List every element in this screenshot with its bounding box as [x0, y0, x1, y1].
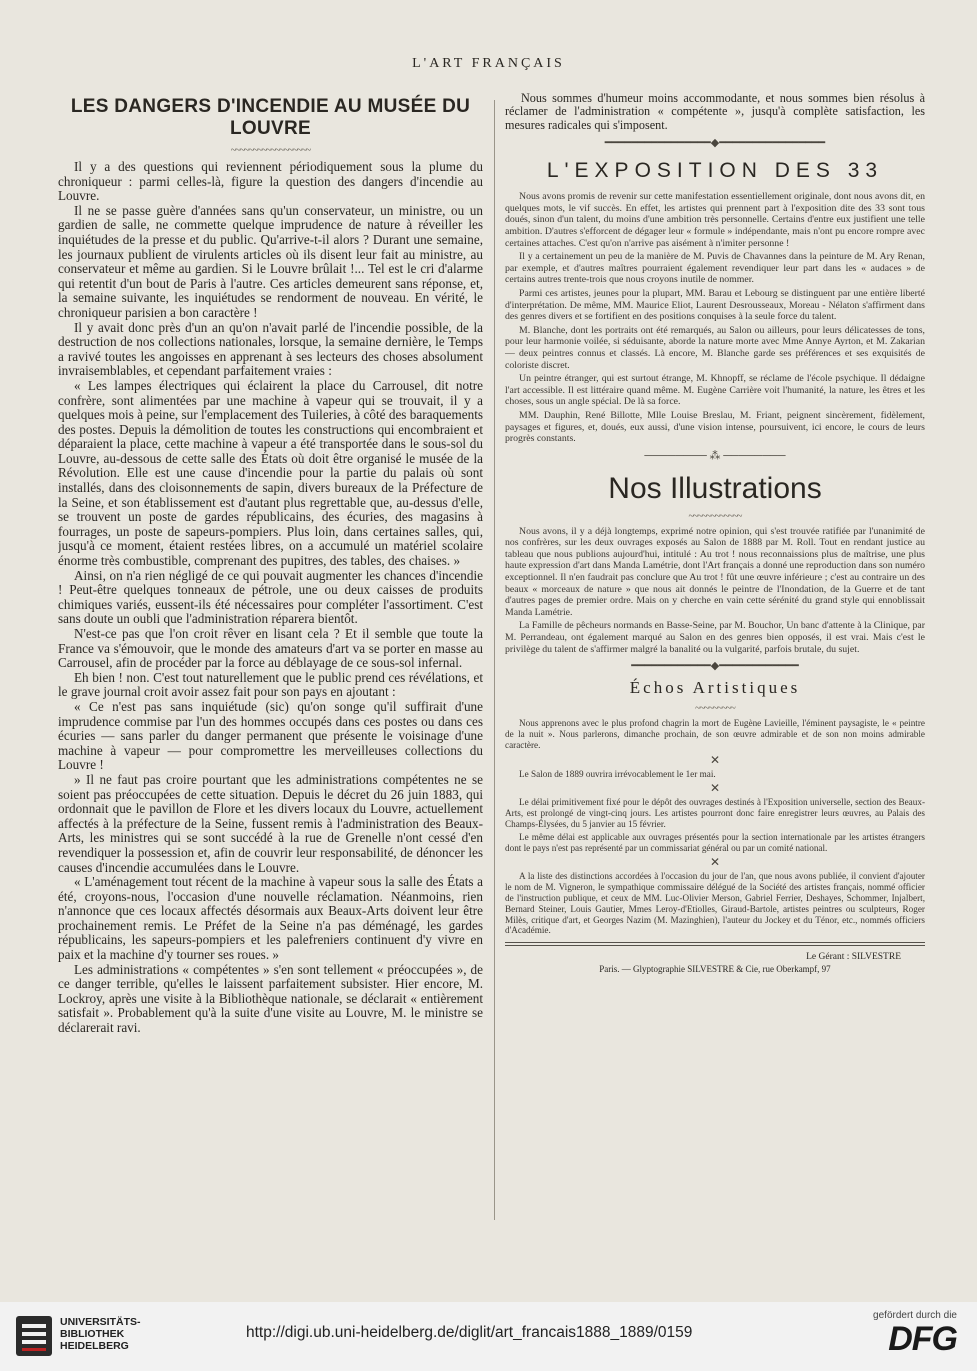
- library-line: HEIDELBERG: [60, 1340, 129, 1352]
- paragraph: « Ce n'est pas sans inquiétude (sic) qu'on songe qu'il suffirait d'une imprudence commise par l'un des hommes occupés dans ces postes ou dans ces écuries — sans parler du danger permanent que présente le voisinage d'une machine à vapeur — pour compromettre les merveilleuses collections du Louvre !: [58, 698, 483, 773]
- section-divider: ━━━━━━━━━━━━━━━━◆━━━━━━━━━━━━━━━━: [604, 137, 826, 150]
- right-column: [505, 92, 925, 1222]
- article-title: LES DANGERS D'INCENDIE AU MUSÉE DU LOUVRE: [70, 96, 471, 139]
- paragraph: M. Blanche, dont les portraits ont été remarqués, au Salon ou ailleurs, pour leurs délicatesses de tons, pour leur harmonie voilée, si séduisante, aborde la nature morte avec Mme Annye Ayrton, et M. Zakarian — deux peintres connus et classés. Là encore, M. Blanche garde ses préférences et ses exquisités de coloriste discret.: [505, 324, 925, 371]
- paragraph: « Les lampes électriques qui éclairent la place du Carrousel, dit notre confrère, sont alimentées par une machine à vapeur qui se trouvait, il y a quelques mois à peine, sur l'emplacement des Tuileries, à côté des baraquements des postes. Depuis la démolition de toutes les constructions qui encombraient et déparaient la place, cette machine à vapeur a été transportée dans le sous-sol du Louvre, au-dessous de cette salle des États où doit être organisé le musée de la Révolution. Elle est une cause d'incendie pour la partie du palais où sont installés, dans des cloisonnements de sapin, divers bureaux de la Préfecture de la Seine, et son établissement est d'autant plus regrettable que, au-dessus d'elle, se trouvent un poste de gardes républicains, des écuries, des magasins à fourrages, un poste de sapeurs-pompiers. Plus loin, dans certaines salles, qui, jusqu'à ce moment, étaient restées libres, on a accumulé un matériel scolaire énorme très combustible, comprenant des pupitres, des tables, des chaises. »: [58, 377, 483, 569]
- gerant-line: Le Gérant : SILVESTRE: [806, 952, 901, 963]
- paragraph: « L'aménagement tout récent de la machine à vapeur sous la salle des États a été, croyons-nous, l'occasion d'une nouvelle réclamation. Néanmoins, rien n'annonce que ces locaux affectés désormais aux Beaux-Arts doivent leur être prochainement remis. Le Préfet de la Seine n'a pas déménagé, les gardes républicains, les sapeurs-pompiers et les palefreniers continuent d'y vivre en paix et la machine d'y tourner ses roues. »: [58, 874, 483, 963]
- intro-paragraph: Nous sommes d'humeur moins accommodante, et nous sommes bien résolus à réclamer de l'administration « compétente », jusqu'à complète satisfaction, les mesures radicales qui s'imposent.: [505, 92, 925, 132]
- column-divider: [494, 100, 495, 1220]
- paragraph: La Famille de pêcheurs normands en Basse-Seine, par M. Bouchor, Un banc d'attente à la Clinique, par M. Perrandeau, ont également marqué au Salon en des genres bien opposés, il est vrai. Mais c'est le privilège du talent de s'affirmer malgré la banalité ou la vulgarité, parfois brutale, du sujet.: [505, 620, 925, 655]
- paragraph: Nous avons, il y a déjà longtemps, exprimé notre opinion, qui s'est trouvée ratifiée par l'unanimité de nos confrères, sur les deux ouvrages exposés au Salon de 1888 par M. Roll. Tout en rendant justice au tableau que nous publions aujourd'hui, intitulé : Au trot ! nous reconnaissions plus de maîtrise, une plus haute expression d'art dans Manda Lamétrie, dont l'Art français a donné une reproduction dans son numéro exceptionnel. Il n'en faudrait pas conclure que Au trot ! fût une œuvre inférieure ; c'est au contraire un des beaux « morceaux de nature » que nous ait donnés le peintre de l'Inondation, de la Guerre et de tant d'autres pages de premier ordre. Mais on y cherche en vain cette sérénité du grand style qui ennoblissait Manda Lamétrie.: [505, 525, 925, 618]
- permalink-url[interactable]: http://digi.ub.uni-heidelberg.de/diglit/art_francais1888_1889/0159: [246, 1324, 693, 1341]
- paragraph: Il y a des questions qui reviennent périodiquement sous la plume du chroniqueur : parmi celles-là, figure la question des dangers d'incendie au Louvre.: [58, 159, 483, 204]
- paragraph: Ainsi, on n'a rien négligé de ce qui pouvait augmenter les chances d'incendie ! Peut-être quelques tonneaux de pétrole, une ou deux caisses de produits chimiques variés, eussent-ils été nécessaires pour compléter l'assortiment. C'est sans doute un oubli que l'administration réparera bientôt.: [58, 567, 483, 627]
- echo-item: Nous apprenons avec le plus profond chagrin la mort de Eugène Lavieille, l'éminent paysagiste, le « peintre de la nuit ». Nous parlerons, dimanche prochain, de son œuvre admirable et de son non moins admirable caractère.: [505, 718, 925, 750]
- funder-block: [873, 1310, 957, 1357]
- masthead: L'ART FRANÇAIS: [412, 56, 565, 71]
- section-divider: ━━━━━━━━━━━━◆━━━━━━━━━━━━: [631, 660, 799, 673]
- paragraph: Il ne se passe guère d'années sans qu'un conservateur, un ministre, ou un gardien de salle, ne commette quelque imprudence de nature à réveiller les inquiétudes de la presse et du public. Qu'arrive-t-il alors ? Durant une semaine, les journaux publient de virulents articles où ils disent leur fait au ministre, au conservateur et même au gardien. Si le Louvre brûlait !... Tel est le cri d'alarme qui retentit d'un bout de Paris à l'autre. Ces articles demeurent sans réponse, et, la semaine suivante, les inquiétudes se rendorment de nouveau. En vérité, le chroniqueur parisien a bon caractère !: [58, 202, 483, 320]
- paragraph: MM. Dauphin, René Billotte, Mlle Louise Breslau, M. Friant, peignent sincèrement, fidèlement, paysages et figures, et, doués, eux aussi, d'une vision intense, poursuivent, ici encore, le cours de leurs progrès constants.: [505, 409, 925, 445]
- paragraph: Il y avait donc près d'un an qu'on n'avait parlé de l'incendie possible, de la destruction de nos collections nationales, lorsque, la semaine dernière, le Temps a ravivé toutes les angoisses en apprenant à ses lecteurs des choses absolument invraisemblables, et cependant parfaitement vraies :: [58, 319, 483, 379]
- cross-separator: ✕: [709, 855, 721, 870]
- footer-bar: [0, 1302, 977, 1371]
- library-line: BIBLIOTHEK: [60, 1328, 125, 1340]
- echos-title: Échos Artistiques: [629, 678, 801, 698]
- cross-separator: ✕: [709, 781, 721, 796]
- title-ornament: ~~~~~~~~~~~~: [688, 510, 742, 522]
- dfg-logo: DFG: [888, 1320, 957, 1358]
- cross-separator: ✕: [709, 752, 721, 767]
- library-name: [60, 1316, 141, 1352]
- paragraph: Les administrations « compétentes » s'en sont tellement « préoccupées », de ce danger terrible, qu'elles le laissent parfaitement subsister. Hier encore, M. Lockroy, après une visite à la Bibliothèque nationale, se déclarait « entièrement satisfait ». Probablement qu'à la suite d'une visite au Louvre, M. le ministre se déclarerait ravi.: [58, 961, 483, 1036]
- expo-title: L'EXPOSITION DES 33: [546, 159, 884, 183]
- echo-item: Le Salon de 1889 ouvrira irrévocablement le 1er mai.: [519, 768, 716, 779]
- paragraph: Nous avons promis de revenir sur cette manifestation essentiellement originale, dont nous avons dit, en quelques mots, le vif succès. En effet, les artistes qui prennent part à l'exposition dite des 33 sont tous doués, sinon d'un talent, du moins d'une ambition très personnelle. Certains d'entre eux justifient une telle ambition. D'autres s'efforcent de dégager leur « formule » indépendante, mais n'ont pu encore rompre avec certaines attaches. C'est qu'on n'arrive pas aisément à n'imiter personne !: [505, 191, 925, 249]
- paragraph: Un peintre étranger, qui est surtout étrange, M. Khnopff, se réclame de l'école psychique. Il dédaigne l'art accessible. Il est littéraire quand même. M. Eugène Carrière voit l'humanité, la nature, les êtres et les choses, sous un angle spécial. De là sa force.: [505, 373, 925, 408]
- paragraph: Parmi ces artistes, jeunes pour la plupart, MM. Barau et Lebourg se distinguent par une entière liberté d'interprétation. De même, MM. Maurice Eliot, Laurent Desrousseaux, Moreau - Nélaton s'affirment dans des genres divers et se fortifient en des positions conquises à la seule force du talent.: [505, 287, 925, 323]
- double-rule: [505, 942, 925, 946]
- paragraph: Il y a certainement un peu de la manière de M. Puvis de Chavannes dans la peinture de M. Ary Renan, par exemple, et d'autres maîtres pourraient également revendiquer leur part dans les « audaces » de certains autres trente-trois que nous croyons inutile de nommer.: [505, 251, 925, 286]
- echo-item: A la liste des distinctions accordées à l'occasion du jour de l'an, que nous avons publiée, il convient d'ajouter le nom de M. Vigneron, le sympathique commissaire délégué de la Société des artistes français, nommé officier de l'instruction publique, et ceux de MM. Luc-Olivier Merson, Gabriel Ferrier, Deshayes, Schommer, Injalbert, Bernard Steiner, Louis Gautier, Mmes Leroy-d'Etiolles, Giraud-Bartole, artistes peintres ou sculpteurs, Roger Milès, critique d'art, et Georges Nazim (M. Mazinghien), l'auteur du Jockey et du Ténor, etc., nommés officiers d'Académie.: [505, 871, 925, 936]
- echo-item: Le même délai est applicable aux ouvrages présentés pour la section internationale par les artistes étrangers dont le pays n'est pas représenté par un commissariat général ou par un comité national.: [505, 831, 925, 853]
- title-ornament: ~~~~~~~~~~~~~~~~~~: [230, 145, 311, 156]
- illustrations-title: Nos Illustrations: [608, 471, 822, 505]
- paragraph: Eh bien ! non. C'est tout naturellement que le public prend ces révélations, et le grave journal croit avoir assez fait pour son pays en ajoutant :: [58, 669, 483, 700]
- section-divider: ──────── ⁂ ────────: [644, 449, 786, 462]
- library-line: UNIVERSITÄTS-: [60, 1316, 141, 1328]
- imprint-line: Paris. — Glyptographie SILVESTRE & Cie, rue Oberkampf, 97: [599, 964, 831, 975]
- left-column: [58, 92, 483, 1222]
- university-seal-icon: [14, 1314, 54, 1358]
- echo-item: Le délai primitivement fixé pour le dépôt des ouvrages destinés à l'Exposition universelle, section des Beaux-Arts, est prolongé de vingt-cinq jours. Les artistes pourront donc faire enregistrer leurs œuvres, au Palais des Champs-Élysées, du 5 janvier au 15 février.: [505, 797, 925, 829]
- paragraph: » Il ne faut pas croire pourtant que les administrations compétentes ne se soient pas préoccupées de cette situation. Depuis le décret du 26 juin 1883, qui ordonnait que le pavillon de Flore et les divers locaux du Louvre, actuellement affectés à la préfecture de la Seine, fussent remis à l'administration des Beaux-Arts, les ministres qui se sont succédé à la rue de Grenelle n'ont cessé d'en revendiquer la possession et, afin de couvrir leur responsabilité, de dénoncer les causes d'incendie accumulées dans le Louvre.: [58, 771, 483, 875]
- paragraph: N'est-ce pas que l'on croit rêver en lisant cela ? Et il semble que toute la France va s'émouvoir, que le monde des amateurs d'art va se porter en masse au Carrousel, afin de procéder par la force au déblayage de ce sous-sol infernal.: [58, 626, 483, 671]
- title-ornament: ~~~~~~~~~: [695, 703, 735, 715]
- funded-by-label: gefördert durch die: [873, 1310, 957, 1321]
